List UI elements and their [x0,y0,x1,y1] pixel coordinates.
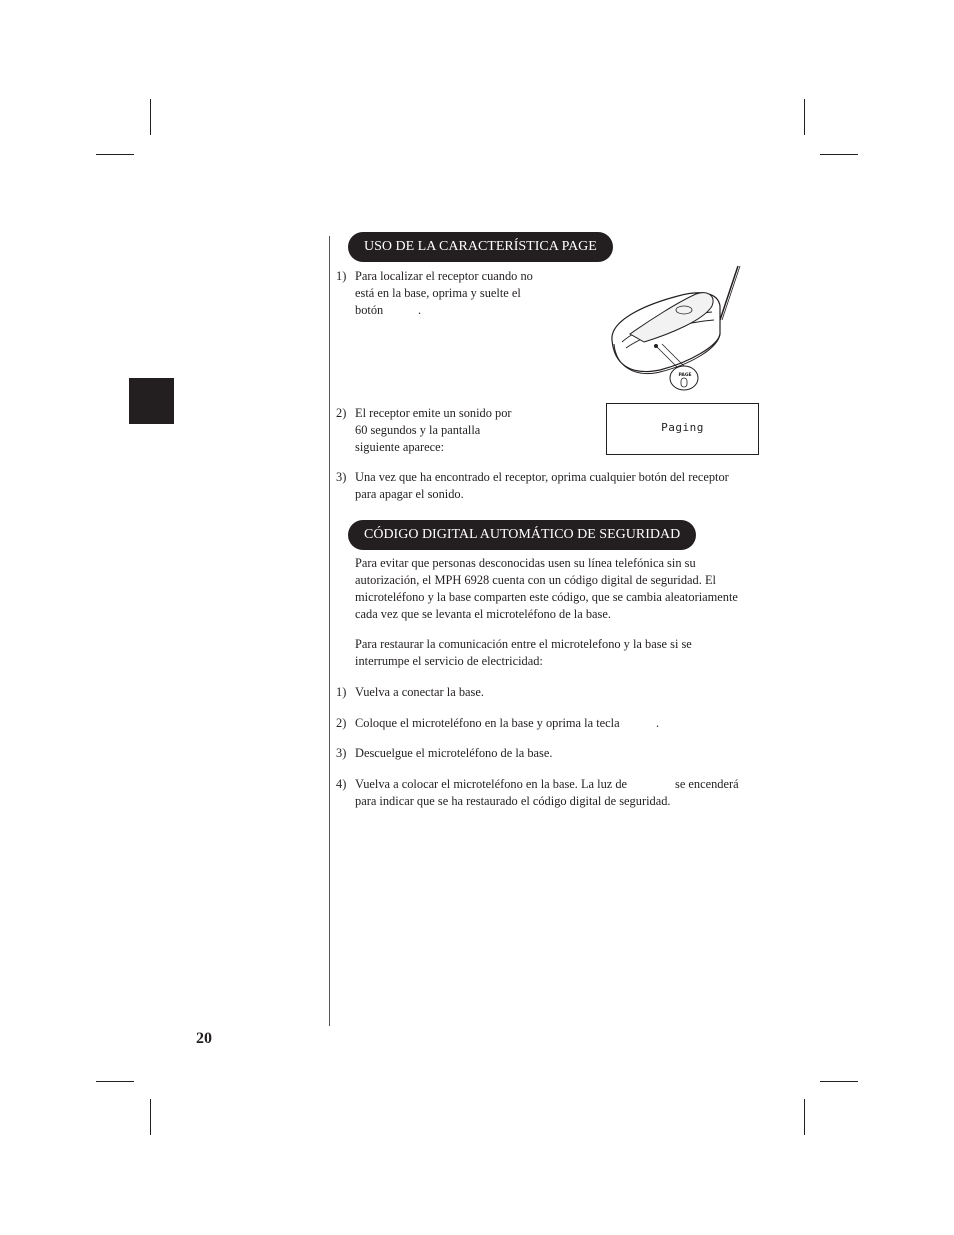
step-text: Coloque el microteléfono en la base y oprima la tecla [355,716,620,730]
step-text: Descuelgue el microteléfono de la base. [355,746,553,760]
step-text: para indicar que se ha restaurado el código digital de seguridad. [355,794,671,808]
paragraph-line: interrumpe el servicio de electricidad: [355,654,543,668]
step-number: 3) [336,746,347,760]
crop-mark [804,99,805,135]
step-text: siguiente aparece: [355,440,445,454]
crop-mark [820,154,858,155]
step-text: botón [355,303,384,317]
display-text: Paging [661,421,704,434]
paragraph-line: autorización, el MPH 6928 cuenta con un código digital de seguridad. El [355,573,716,587]
step-number: 4) [336,777,347,791]
page-number: 20 [196,1030,212,1047]
paragraph-line: Para restaurar la comunicación entre el microtelefono y la base si se [355,637,692,651]
step-text: para apagar el sonido. [355,487,464,501]
crop-mark [804,1099,805,1135]
section-heading-page: USO DE LA CARACTERÍSTICA PAGE [348,232,613,262]
paragraph-line: Para evitar que personas desconocidas usen su línea telefónica sin su [355,556,696,570]
step-text: se encenderá [675,777,739,791]
step-text: El receptor emite un sonido por [355,406,512,420]
base-unit-illustration [600,262,770,394]
step-text: . [418,303,422,317]
step-text: 60 segundos y la pantalla [355,423,481,437]
crop-mark [820,1081,858,1082]
step-text: Vuelva a conectar la base. [355,685,484,699]
section-tab-marker [129,378,174,424]
section-heading-security-code: CÓDIGO DIGITAL AUTOMÁTICO DE SEGURIDAD [348,520,696,550]
lcd-display [606,403,759,455]
paragraph-line: microteléfono y la base comparten este código, que se cambia aleatoriamente [355,590,738,604]
step-number: 3) [336,470,347,484]
page-button-label: PAGE [678,373,692,378]
step-text: Una vez que ha encontrado el receptor, oprima cualquier botón del receptor [355,470,729,484]
paragraph-line: cada vez que se levanta el microteléfono de la base. [355,607,611,621]
step-text: . [656,716,660,730]
step-number: 2) [336,406,347,420]
step-number: 1) [336,269,347,283]
step-text: está en la base, oprima y suelte el [355,286,521,300]
step-number: 2) [336,716,347,730]
crop-mark [96,1081,134,1082]
step-number: 1) [336,685,347,699]
step-text: Para localizar el receptor cuando no [355,269,533,283]
crop-mark [150,1099,151,1135]
crop-mark [150,99,151,135]
step-text: Vuelva a colocar el microteléfono en la base. La luz de [355,777,628,791]
margin-rule [329,236,330,1026]
crop-mark [96,154,134,155]
